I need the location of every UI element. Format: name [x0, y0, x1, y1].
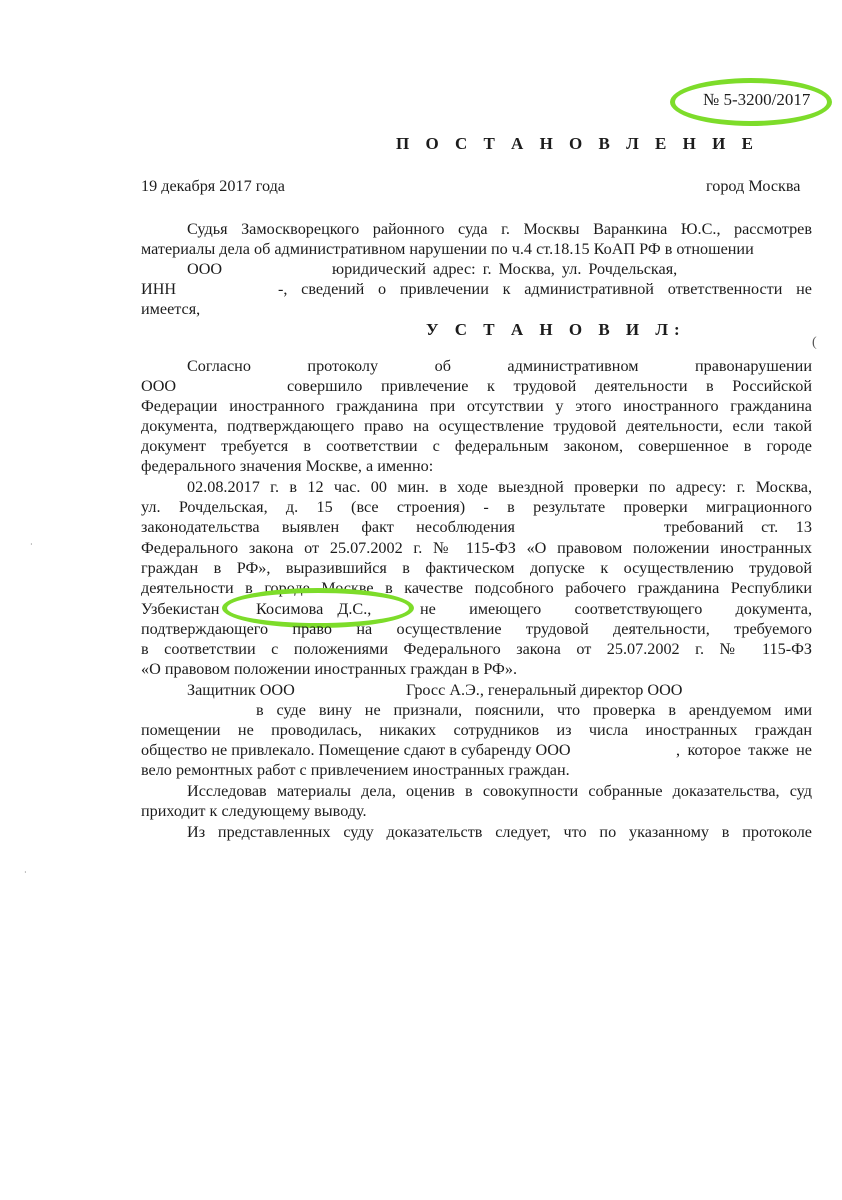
- p2-line-2: ул. Рочдельская, д. 15 (все строения) - в результате проверки миграционного: [141, 498, 812, 516]
- document-date: 19 декабря 2017 года: [141, 177, 285, 195]
- intro-org: ООО: [187, 260, 223, 278]
- p1-line-4: документа, подтверждающего право на осуществление трудовой деятельности, если такой: [141, 417, 812, 435]
- p2-line-3b: требований ст. 13: [664, 518, 812, 536]
- p3-line-4b: , которое также не: [676, 741, 812, 759]
- p1-line-3: Федерации иностранного гражданина при отсутствии у этого иностранного гражданина: [141, 397, 812, 415]
- p2-country: Узбекистан: [141, 600, 220, 618]
- p3-defender: Защитник ООО: [187, 681, 295, 699]
- intro-line-1: Судья Замоскворецкого районного суда г. Москвы Варанкина Ю.С., рассмотрев: [187, 220, 812, 238]
- established-heading: У С Т А Н О В И Л:: [426, 320, 686, 339]
- p1-line-1: Согласно протоколу об административном правонарушении: [187, 357, 812, 375]
- intro-inn-rest: -, сведений о привлечении к административной ответственности не: [278, 280, 812, 298]
- p2-line-1: 02.08.2017 г. в 12 час. 00 мин. в ходе выездной проверки по адресу: г. Москва,: [187, 478, 812, 496]
- p3-line-2: в суде вину не признали, пояснили, что проверка в арендуемом ими: [256, 701, 812, 719]
- p2-line-3a: законодательства выявлен факт несоблюдения: [141, 518, 515, 536]
- scan-artifact: ·: [24, 868, 27, 877]
- p2-line-6: деятельности в городе Москве в качестве подсобного рабочего гражданина Республики: [141, 579, 812, 597]
- p1-line-2: совершило привлечение к трудовой деятельности в Российской: [287, 377, 812, 395]
- p2-line-9: в соответствии с положениями Федерального закона от 25.07.2002 г. № 115-ФЗ: [141, 640, 812, 658]
- p4-line-2: приходит к следующему выводу.: [141, 802, 367, 820]
- p1-org: ООО: [141, 377, 177, 395]
- scan-artifact: (: [812, 335, 817, 350]
- p1-line-5: документ требуется в соответствии с федеральным законом, совершенное в городе: [141, 437, 812, 455]
- p1-line-6: федерального значения Москве, а именно:: [141, 457, 434, 475]
- p3-director: Гросс А.Э., генеральный директор ООО: [406, 681, 683, 699]
- p2-line-8: подтверждающего право на осуществление трудовой деятельности, требуемого: [141, 620, 812, 638]
- p3-line-5: вело ремонтных работ с привлечением иностранных граждан.: [141, 761, 570, 779]
- p3-line-3: помещении не проводилась, никаких сотрудников из числа иностранных граждан: [141, 721, 812, 739]
- p2-line-10: «О правовом положении иностранных граждан в РФ».: [141, 660, 517, 678]
- scan-artifact: ·: [30, 540, 33, 549]
- p4-line-1: Исследовав материалы дела, оценив в совокупности собранные доказательства, суд: [187, 782, 812, 800]
- p2-line-7c: не имеющего соответствующего документа,: [420, 600, 812, 618]
- case-number: № 5-3200/2017: [703, 90, 811, 109]
- intro-address: юридический адрес: г. Москва, ул. Рочдельская,: [332, 260, 678, 278]
- document-city: город Москва: [706, 177, 801, 195]
- intro-line-2: материалы дела об административном нарушении по ч.4 ст.18.15 КоАП РФ в отношении: [141, 240, 754, 258]
- intro-line-end: имеется,: [141, 300, 201, 318]
- p5-line-1: Из представленных суду доказательств следует, что по указанному в протоколе: [187, 823, 812, 841]
- p2-line-5: граждан в РФ», выразившийся в фактическом допуске к осуществлению трудовой: [141, 559, 812, 577]
- p2-line-4: Федерального закона от 25.07.2002 г. № 115-ФЗ «О правовом положении иностранных: [141, 539, 812, 557]
- document-title: П О С Т А Н О В Л Е Н И Е: [396, 134, 759, 153]
- p3-line-4a: общество не привлекало. Помещение сдают в субаренду ООО: [141, 741, 571, 759]
- person-name: Косимова Д.С.,: [256, 600, 372, 618]
- intro-inn-label: ИНН: [141, 280, 177, 298]
